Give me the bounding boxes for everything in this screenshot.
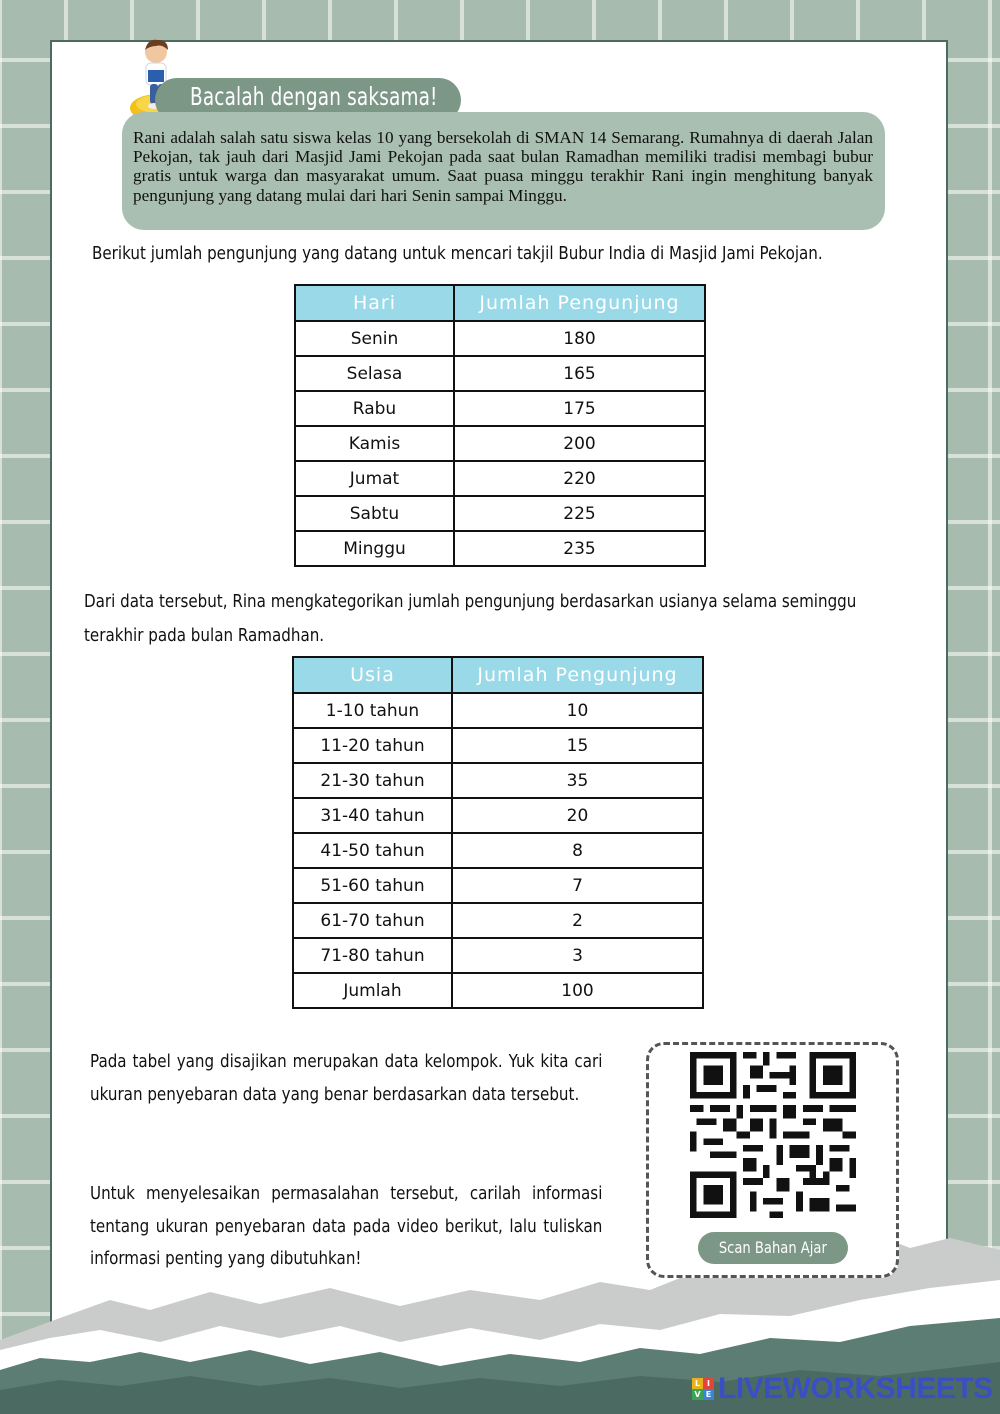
table-cell: 7	[452, 868, 703, 903]
table-row	[293, 868, 703, 903]
table-row	[295, 391, 705, 426]
table-cell: 180	[454, 321, 705, 356]
table-cell: 35	[452, 763, 703, 798]
column-header: Jumlah Pengunjung	[452, 657, 703, 693]
visitors-by-day-table	[294, 284, 706, 567]
paragraph-age-category: Dari data tersebut, Rina mengkategorikan jumlah pengunjung berdasarkan usianya selama seminggu terakhir pada bulan Ramadhan.	[84, 591, 857, 646]
table-cell: 200	[454, 426, 705, 461]
paragraph-visitors-intro: Berikut jumlah pengunjung yang datang untuk mencari takjil Bubur India di Masjid Jami Pekojan.	[92, 243, 823, 264]
table-cell: 235	[454, 531, 705, 566]
logo-letter: L	[692, 1378, 703, 1389]
table-cell: 21-30 tahun	[293, 763, 452, 798]
table-row	[293, 938, 703, 973]
table-row	[293, 903, 703, 938]
scan-button-label: Scan Bahan Ajar	[718, 1238, 828, 1257]
table-cell: 71-80 tahun	[293, 938, 452, 973]
table-cell: 2	[452, 903, 703, 938]
table-row	[293, 728, 703, 763]
table-cell: 31-40 tahun	[293, 798, 452, 833]
table-total-row	[293, 973, 703, 1008]
table-cell: 100	[452, 973, 703, 1008]
table-cell: 41-50 tahun	[293, 833, 452, 868]
table-cell: Minggu	[295, 531, 454, 566]
table-cell: 175	[454, 391, 705, 426]
column-header: Usia	[293, 657, 452, 693]
table-cell: Jumat	[295, 461, 454, 496]
liveworksheets-brand[interactable]	[692, 1374, 993, 1404]
table-cell: 15	[452, 728, 703, 763]
column-header: Hari	[295, 285, 454, 321]
liveworksheets-logo-icon	[692, 1378, 714, 1400]
paragraph-grouped-data: Pada tabel yang disajikan merupakan data kelompok. Yuk kita cari ukuran penyebaran data yang benar berdasarkan data tersebut.	[90, 1051, 603, 1105]
table-row	[295, 356, 705, 391]
table-cell: 220	[454, 461, 705, 496]
table-cell: 225	[454, 496, 705, 531]
table-row	[293, 833, 703, 868]
table-cell: Senin	[295, 321, 454, 356]
table-cell: 11-20 tahun	[293, 728, 452, 763]
table-cell: Sabtu	[295, 496, 454, 531]
table-header-row	[295, 285, 705, 321]
column-header: Jumlah Pengunjung	[454, 285, 705, 321]
header-title: Bacalah dengan saksama!	[190, 82, 438, 111]
table-cell: Kamis	[295, 426, 454, 461]
table-cell: Jumlah	[293, 973, 452, 1008]
paragraph-instruction: Untuk menyelesaikan permasalahan tersebut, carilah informasi tentang ukuran penyebaran data pada video berikut, lalu tuliskan informasi penting yang dibutuhkan!	[90, 1183, 603, 1269]
table-cell: 51-60 tahun	[293, 868, 452, 903]
qr-code-icon[interactable]	[690, 1052, 856, 1218]
logo-letter: I	[703, 1378, 714, 1389]
table-cell: 61-70 tahun	[293, 903, 452, 938]
table-row	[295, 321, 705, 356]
table-cell: Selasa	[295, 356, 454, 391]
table-header-row	[293, 657, 703, 693]
brand-text: LIVEWORKSHEETS	[718, 1372, 993, 1405]
table-row	[293, 693, 703, 728]
intro-text: Rani adalah salah satu siswa kelas 10 yang bersekolah di SMAN 14 Semarang. Rumahnya di daerah Jalan Pekojan, tak jauh dari Masjid Jami Pekojan pada saat bulan Ramadhan memiliki tradisi membagi bubur gratis untuk warga dan masyarakat umum. Saat puasa minggu terakhir Rani ingin menghitung banyak pengunjung yang datang mulai dari hari Senin sampai Minggu.	[133, 128, 873, 205]
table-cell: 8	[452, 833, 703, 868]
logo-letter: V	[692, 1389, 703, 1400]
table-cell: 10	[452, 693, 703, 728]
table-row	[295, 496, 705, 531]
table-row	[293, 763, 703, 798]
table-row	[293, 798, 703, 833]
visitors-by-age-table	[292, 656, 704, 1009]
table-row	[295, 426, 705, 461]
table-cell: 1-10 tahun	[293, 693, 452, 728]
table-cell: 3	[452, 938, 703, 973]
logo-letter: E	[703, 1389, 714, 1400]
table-row	[295, 461, 705, 496]
table-cell: Rabu	[295, 391, 454, 426]
table-cell: 165	[454, 356, 705, 391]
scan-bahan-ajar-button[interactable]	[698, 1232, 848, 1264]
table-cell: 20	[452, 798, 703, 833]
table-row	[295, 531, 705, 566]
